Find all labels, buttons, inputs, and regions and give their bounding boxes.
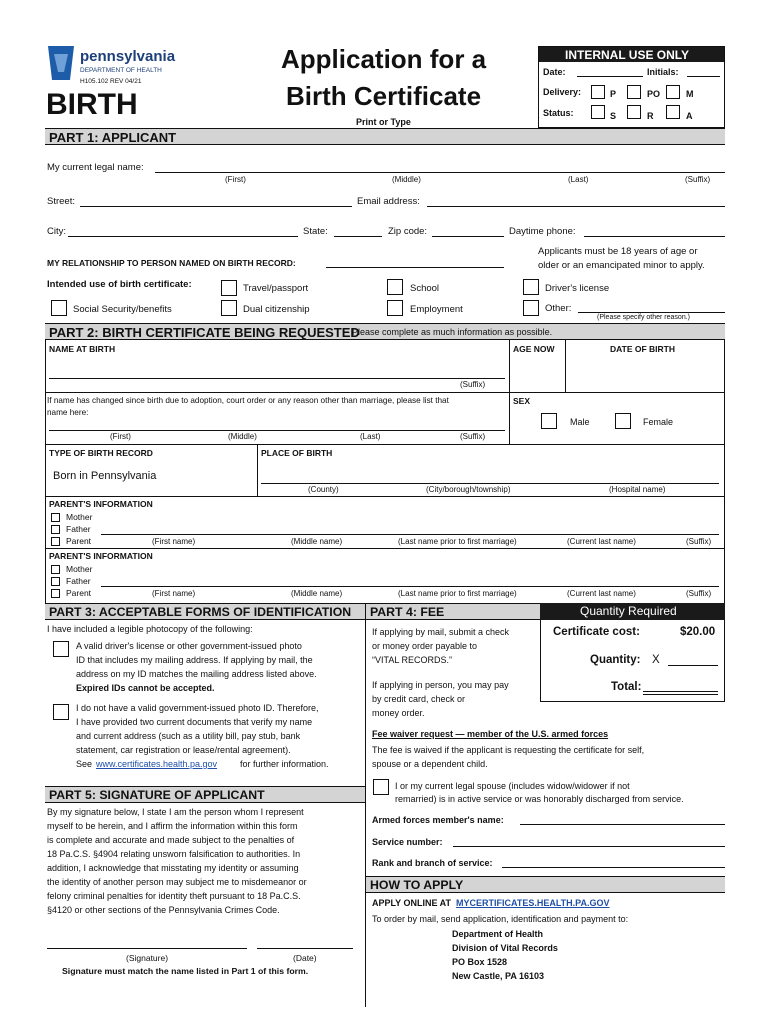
keystone-icon [44,44,78,82]
rank-field[interactable] [502,867,725,868]
quantity-field[interactable] [668,665,718,666]
signature-field[interactable] [47,948,247,949]
city-label: City: [47,226,66,237]
part5-header: PART 5: SIGNATURE OF APPLICANT [45,786,365,803]
parent2-info-label: PARENT'S INFORMATION [49,551,153,561]
use-dual-citizenship-checkbox[interactable] [221,300,237,316]
status-label: Status: [543,108,574,118]
armed-forces-checkbox[interactable] [373,779,389,795]
service-no-label: Service number: [372,837,443,847]
status-s-checkbox[interactable] [591,105,605,119]
print-type: Print or Type [356,117,411,127]
legal-name-label: My current legal name: [47,162,144,173]
zip-field[interactable] [432,236,504,237]
place-birth-label: PLACE OF BIRTH [261,448,333,458]
part1-header: PART 1: APPLICANT [45,128,725,145]
service-no-field[interactable] [453,846,725,847]
internal-title: INTERNAL USE ONLY [565,48,690,62]
status-r-checkbox[interactable] [627,105,641,119]
name-at-birth-field[interactable] [49,378,505,379]
logo-dept: DEPARTMENT OF HEALTH [80,67,162,74]
form-title-2: Birth Certificate [286,81,482,111]
status-a-checkbox[interactable] [666,105,680,119]
total-label: Total: [611,681,642,693]
intended-use-label: Intended use of birth certificate: [47,279,192,290]
apply-online-link[interactable]: MYCERTIFICATES.HEALTH.PA.GOV [456,898,610,908]
part4-header: PART 4: FEE [366,603,540,620]
legal-name-field[interactable] [155,172,725,173]
name-at-birth-label: NAME AT BIRTH [49,344,116,354]
id-option1-checkbox[interactable] [53,641,69,657]
parent1-father-checkbox[interactable] [51,525,60,534]
form-title-1: Application for a [281,44,487,74]
part3-intro: I have included a legible photocopy of the following: [47,624,253,634]
parent2-father-checkbox[interactable] [51,577,60,586]
doc-type: BIRTH [46,88,138,121]
parent2-mother-checkbox[interactable] [51,565,60,574]
parent1-parent-checkbox[interactable] [51,537,60,546]
city-field[interactable] [68,236,298,237]
sex-male-checkbox[interactable] [541,413,557,429]
state-label: State: [303,226,328,237]
other-reason-field[interactable] [578,312,725,313]
delivery-p-checkbox[interactable] [591,85,605,99]
use-travel-checkbox[interactable] [221,280,237,296]
use-employment-checkbox[interactable] [387,300,403,316]
forces-name-field[interactable] [520,824,725,825]
age-note-1: Applicants must be 18 years of age or [538,246,698,257]
use-other-checkbox[interactable] [523,300,539,316]
delivery-m-checkbox[interactable] [666,85,680,99]
certificates-link[interactable]: www.certificates.health.pa.gov [96,759,218,769]
rank-label: Rank and branch of service: [372,858,493,868]
name-changed-field[interactable] [49,430,505,431]
part2-header: PART 2: BIRTH CERTIFICATE BEING REQUESTED [45,323,725,340]
signature-date-field[interactable] [257,948,353,949]
parent1-name-field[interactable] [101,534,719,535]
delivery-label: Delivery: [543,87,582,97]
dob-label: DATE OF BIRTH [610,344,676,354]
relationship-label: MY RELATIONSHIP TO PERSON NAMED ON BIRTH RECORD: [47,258,296,268]
id-option2-checkbox[interactable] [53,704,69,720]
use-school-checkbox[interactable] [387,279,403,295]
form-number: H105.102 REV 04/21 [80,78,142,85]
total-field[interactable] [643,691,718,692]
internal-initials-label: Initials: [647,67,679,77]
state-field[interactable] [334,236,382,237]
parent2-parent-checkbox[interactable] [51,589,60,598]
howto-header: HOW TO APPLY [366,876,725,893]
zip-label: Zip code: [388,226,428,237]
relationship-field[interactable] [326,267,504,268]
born-pa-value: Born in Pennsylvania [53,470,157,482]
parent1-mother-checkbox[interactable] [51,513,60,522]
street-label: Street: [47,196,75,207]
cert-cost-label: Certificate cost: [553,626,640,638]
part3-header: PART 3: ACCEPTABLE FORMS OF IDENTIFICATION [45,603,365,620]
signature-note: Signature must match the name listed in Part 1 of this form. [62,966,309,976]
street-field[interactable] [80,206,352,207]
logo-name: pennsylvania [80,48,176,65]
name-changed-note: If name has changed since birth due to adoption, court order or any reason other than marriage, please list that [47,396,449,405]
sex-female-checkbox[interactable] [615,413,631,429]
waiver-title: Fee waiver request — member of the U.S. armed forces [372,729,609,739]
parent2-name-field[interactable] [101,586,719,587]
forces-name-label: Armed forces member's name: [372,815,504,825]
internal-date-label: Date: [543,67,566,77]
use-social-security-checkbox[interactable] [51,300,67,316]
use-drivers-license-checkbox[interactable] [523,279,539,295]
email-field[interactable] [427,206,725,207]
age-now-label: AGE NOW [513,344,555,354]
place-birth-field[interactable] [261,483,719,484]
part2-subtitle: Please complete as much information as possible. [352,327,553,337]
phone-field[interactable] [584,236,725,237]
internal-use-box: INTERNAL USE ONLY Date: Initials: Delivery: P PO M Status: S R A [538,46,725,128]
quantity-label: Quantity: [590,654,641,666]
qty-required-header: Quantity Required [540,603,725,620]
delivery-po-checkbox[interactable] [627,85,641,99]
cert-cost-value: $20.00 [680,626,716,638]
phone-label: Daytime phone: [509,226,576,237]
age-note-2: older or an emancipated minor to apply. [538,260,705,271]
type-record-label: TYPE OF BIRTH RECORD [49,448,153,458]
sex-label: SEX [513,396,531,406]
parent1-info-label: PARENT'S INFORMATION [49,499,153,509]
email-label: Email address: [357,196,420,207]
